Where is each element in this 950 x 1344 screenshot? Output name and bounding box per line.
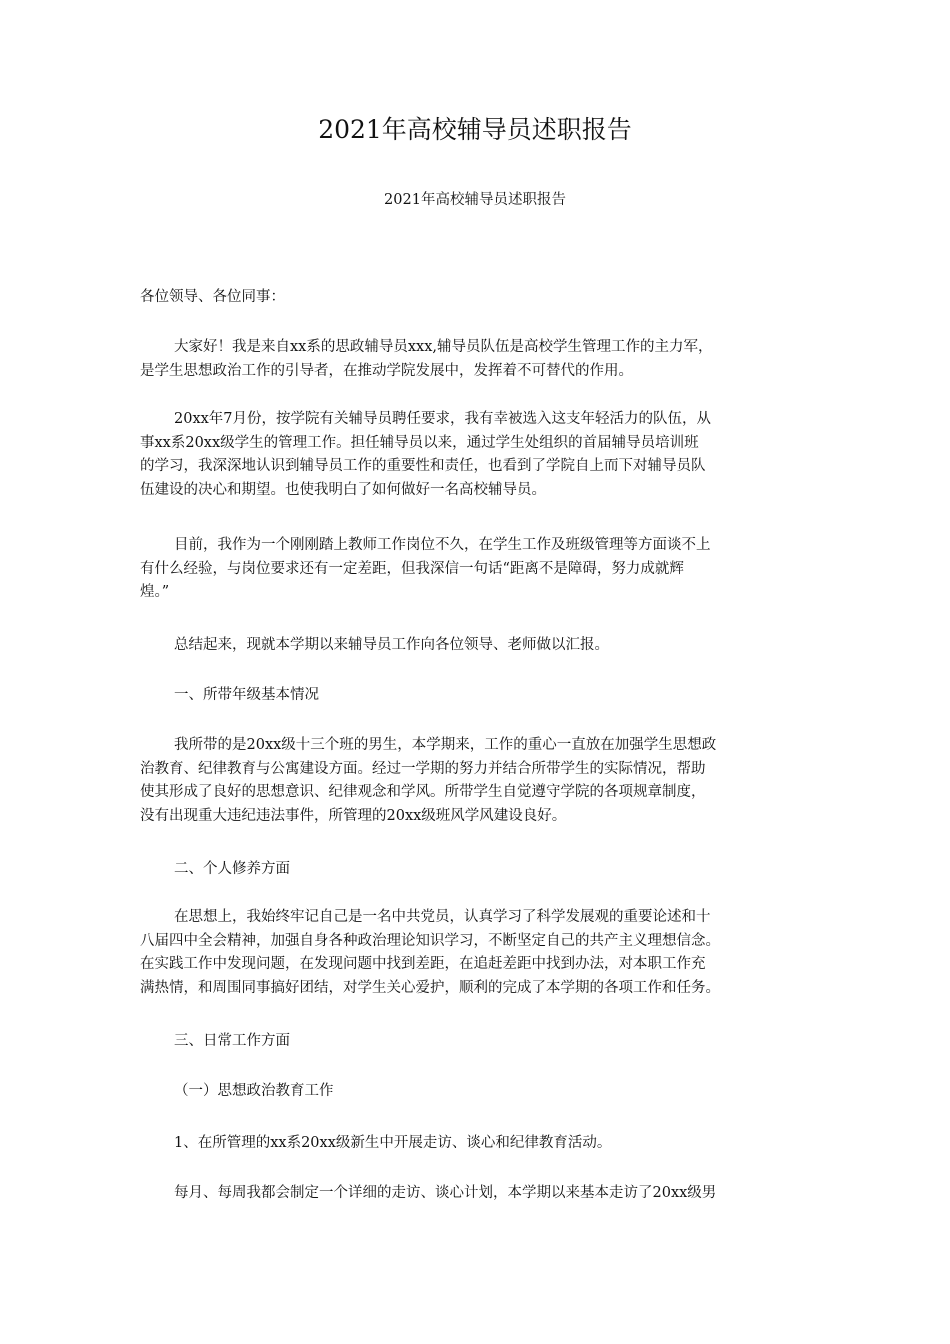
text-line: 没有出现重大违纪违法事件，所管理的20xx级班风学风建设良好。 bbox=[140, 807, 567, 824]
text-line: 伍建设的决心和期望。也使我明白了如何做好一名高校辅导员。 bbox=[140, 481, 546, 498]
text-line: 在实践工作中发现问题，在发现问题中找到差距，在追赶差距中找到办法，对本职工作充 bbox=[140, 956, 706, 972]
paragraph-grade-overview bbox=[140, 734, 820, 828]
subsection-heading bbox=[140, 1080, 820, 1104]
text-line: 的学习，我深深地认识到辅导员工作的重要性和责任，也看到了学院自上而下对辅导员队 bbox=[140, 458, 706, 474]
section-heading-3 bbox=[140, 1030, 820, 1054]
paragraph-personal bbox=[140, 906, 820, 1000]
paragraph-visits bbox=[140, 1182, 820, 1206]
text-line: 事xx系20xx级学生的管理工作。担任辅导员以来，通过学生处组织的首届辅导员培训班 bbox=[140, 434, 699, 451]
greeting-line: 各位领导、各位同事： bbox=[140, 289, 285, 305]
section-heading-2 bbox=[140, 858, 820, 882]
text-line: 目前，我作为一个刚刚踏上教师工作岗位不久，在学生工作及班级管理等方面谈不上 bbox=[174, 537, 711, 553]
text-line: 我所带的是20xx级十三个班的男生，本学期来，工作的重心一直放在加强学生思想政 bbox=[174, 737, 717, 753]
text-line: 治教育、纪律教育与公寓建设方面。经过一学期的努力并结合所带学生的实际情况，帮助 bbox=[140, 760, 706, 777]
section-heading: 一、所带年级基本情况 bbox=[174, 687, 319, 703]
paragraph-intro bbox=[140, 336, 820, 383]
text-line: 总结起来，现就本学期以来辅导员工作向各位领导、老师做以汇报。 bbox=[174, 637, 609, 653]
document-title: 2021年高校辅导员述职报告 bbox=[318, 115, 632, 144]
text-line: 满热情，和周围同事搞好团结，对学生关心爱护，顺利的完成了本学期的各项工作和任务。 bbox=[140, 979, 720, 996]
text-line: 八届四中全会精神，加强自身各种政治理论知识学习，不断坚定自己的共产主义理想信念。 bbox=[140, 932, 720, 949]
section-heading-1 bbox=[140, 684, 820, 708]
text-line: 1、在所管理的xx系20xx级新生中开展走访、谈心和纪律教育活动。 bbox=[174, 1135, 612, 1151]
subsection-heading-text: （一）思想政治教育工作 bbox=[174, 1083, 334, 1099]
paragraph-summary bbox=[140, 634, 820, 658]
text-line: 大家好！我是来自xx系的思政辅导员xxx,辅导员队伍是高校学生管理工作的主力军， bbox=[174, 339, 713, 355]
text-line: 20xx年7月份，按学院有关辅导员聘任要求，我有幸被选入这支年轻活力的队伍，从 bbox=[174, 411, 712, 427]
greeting bbox=[140, 286, 820, 310]
document-subtitle: 2021年高校辅导员述职报告 bbox=[384, 192, 566, 208]
section-heading: 二、个人修养方面 bbox=[174, 861, 290, 877]
paragraph-appointment bbox=[140, 408, 820, 502]
text-line: 使其形成了良好的思想意识、纪律观念和学风。所带学生自觉遵守学院的各项规章制度， bbox=[140, 784, 706, 800]
section-heading: 三、日常工作方面 bbox=[174, 1033, 290, 1049]
text-line: 有什么经验，与岗位要求还有一定差距，但我深信一句话“距离不是障碍，努力成就辉 bbox=[140, 560, 684, 577]
paragraph-current bbox=[140, 534, 820, 605]
item-1 bbox=[140, 1132, 820, 1156]
text-line: 每月、每周我都会制定一个详细的走访、谈心计划，本学期以来基本走访了20xx级男 bbox=[174, 1185, 717, 1201]
text-line: 在思想上，我始终牢记自己是一名中共党员，认真学习了科学发展观的重要论述和十 bbox=[174, 909, 711, 925]
text-line: 煌。” bbox=[140, 584, 170, 600]
text-line: 是学生思想政治工作的引导者，在推动学院发展中，发挥着不可替代的作用。 bbox=[140, 362, 633, 379]
